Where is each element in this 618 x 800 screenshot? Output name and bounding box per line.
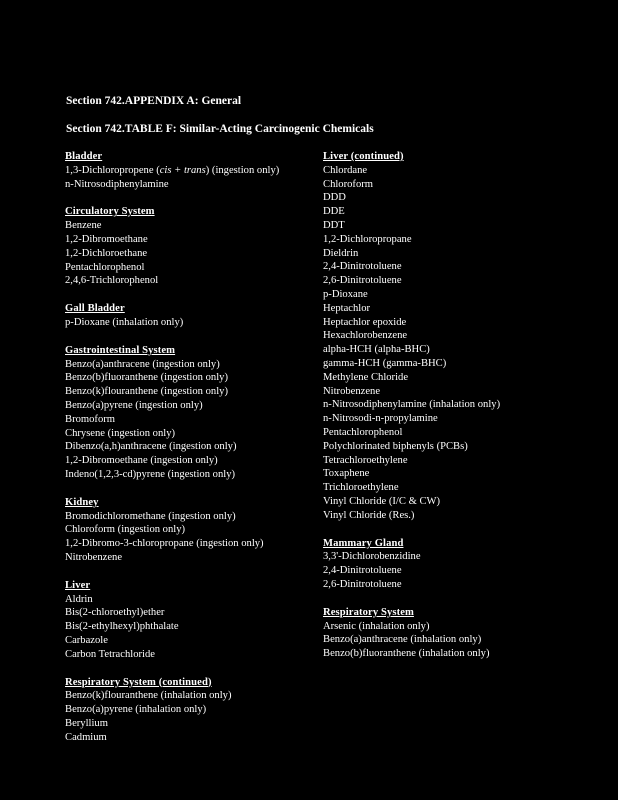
- list-item: alpha-HCH (alpha-BHC): [323, 344, 430, 356]
- list-item: 1,2-Dibromoethane: [65, 233, 148, 245]
- section-heading: Circulatory System: [65, 206, 155, 218]
- list-item: 1,2-Dibromo-3-chloropropane (ingestion only): [65, 538, 264, 550]
- list-item: Benzo(k)flouranthene (ingestion only): [65, 386, 228, 398]
- list-item: DDE: [323, 206, 345, 218]
- list-item: Bis(2-chloroethyl)ether: [65, 607, 165, 619]
- list-item: Hexachlorobenzene: [323, 330, 408, 342]
- list-item: Polychlorinated biphenyls (PCBs): [323, 440, 468, 452]
- list-item: Carbazole: [65, 634, 108, 646]
- list-item: 1,2-Dichloroethane: [65, 247, 148, 259]
- list-item: Aldrin: [65, 593, 93, 605]
- table-title: Section 742.TABLE F: Similar-Acting Carcinogenic Chemicals: [66, 123, 374, 135]
- list-item: Dieldrin: [323, 247, 359, 259]
- list-item: 1,3-Dichloropropene (cis + trans) (ingestion only): [65, 164, 280, 176]
- list-item: Vinyl Chloride (I/C & CW): [323, 495, 441, 507]
- left-column: [65, 150, 325, 758]
- list-item: DDD: [323, 192, 346, 204]
- list-item: gamma-HCH (gamma-BHC): [323, 357, 447, 369]
- list-item: Toxaphene: [323, 468, 370, 480]
- section-circulatory-system: [65, 205, 325, 288]
- list-item: Heptachlor epoxide: [323, 316, 407, 328]
- section-heading: Gastrointestinal System: [65, 344, 176, 356]
- list-item: Bis(2-ethylhexyl)phthalate: [65, 621, 179, 633]
- section-heading: Kidney: [65, 496, 99, 508]
- list-item: Beryllium: [65, 717, 108, 729]
- list-item: Benzo(k)flouranthene (inhalation only): [65, 690, 232, 702]
- appendix-title: Section 742.APPENDIX A: General: [66, 95, 242, 107]
- section-heading: Liver (continued): [323, 151, 404, 162]
- list-item: Carbon Tetrachloride: [65, 648, 155, 660]
- section-heading: Respiratory System (continued): [65, 676, 212, 688]
- list-item: 2,4,6-Trichlorophenol: [65, 275, 159, 287]
- list-item: p-Dioxane: [323, 288, 368, 300]
- list-item: 1,2-Dibromoethane (ingestion only): [65, 455, 218, 467]
- list-item: Cadmium: [65, 731, 107, 743]
- list-item: DDT: [323, 219, 345, 231]
- list-item: Benzo(a)anthracene (ingestion only): [65, 358, 220, 370]
- list-item: Benzo(b)fluoranthene (ingestion only): [65, 372, 228, 384]
- list-item: n-Nitrosodiphenylamine: [65, 178, 169, 190]
- list-item: Arsenic (inhalation only): [323, 620, 430, 632]
- list-item: Indeno(1,2,3-cd)pyrene (ingestion only): [65, 468, 236, 480]
- section-kidney: [65, 496, 325, 565]
- list-item: Benzo(a)anthracene (inhalation only): [323, 634, 482, 646]
- list-item: 2,6-Dinitrotoluene: [323, 578, 402, 590]
- list-item: Chloroform (ingestion only): [65, 524, 186, 536]
- section-bladder: [65, 150, 325, 191]
- list-item: Dibenzo(a,h)anthracene (ingestion only): [65, 441, 237, 453]
- list-item: 2,4-Dinitrotoluene: [323, 565, 402, 577]
- list-item: p-Dioxane (inhalation only): [65, 316, 184, 328]
- list-item: n-Nitrosodi-n-propylamine: [323, 413, 438, 425]
- list-item: Bromoform: [65, 413, 116, 425]
- list-item: Chloroform: [323, 178, 374, 190]
- section-heading: Gall Bladder: [65, 303, 125, 315]
- list-item: Trichloroethylene: [323, 482, 399, 494]
- list-item: Bromodichloromethane (ingestion only): [65, 510, 236, 522]
- list-item: Heptachlor: [323, 302, 371, 314]
- section-heading: Respiratory System: [323, 606, 414, 618]
- list-item: n-Nitrosodiphenylamine (inhalation only): [323, 399, 501, 411]
- list-item: Pentachlorophenol: [65, 261, 145, 273]
- section-gall-bladder: [65, 302, 325, 330]
- list-item: Benzo(a)pyrene (ingestion only): [65, 399, 203, 411]
- section-gastrointestinal-system: [65, 344, 325, 482]
- list-item: Benzo(a)pyrene (inhalation only): [65, 704, 207, 716]
- list-item: Nitrobenzene: [323, 385, 381, 397]
- section-mammary-gland: [323, 537, 583, 592]
- section-respiratory-system: [323, 606, 583, 661]
- section-heading: Liver: [65, 579, 91, 591]
- right-column: [323, 150, 583, 675]
- section-heading: Bladder: [65, 151, 103, 162]
- list-item: Benzene: [65, 220, 102, 232]
- list-item: Nitrobenzene: [65, 551, 123, 563]
- list-item: Tetrachloroethylene: [323, 454, 408, 466]
- section-respiratory-system-continued: [65, 676, 325, 745]
- list-item: 2,6-Dinitrotoluene: [323, 275, 402, 287]
- section-heading: Mammary Gland: [323, 537, 404, 549]
- list-item: Vinyl Chloride (Res.): [323, 509, 415, 521]
- list-item: 3,3'-Dichlorobenzidine: [323, 551, 421, 563]
- list-item: Chlordane: [323, 164, 368, 176]
- list-item: Methylene Chloride: [323, 371, 409, 383]
- list-item: 1,2-Dichloropropane: [323, 233, 412, 245]
- list-item: Pentachlorophenol: [323, 426, 403, 438]
- list-item: Chrysene (ingestion only): [65, 427, 176, 439]
- section-liver-continued: [323, 150, 583, 523]
- list-item: Benzo(b)fluoranthene (inhalation only): [323, 648, 490, 660]
- section-liver: [65, 579, 325, 662]
- list-item: 2,4-Dinitrotoluene: [323, 261, 402, 273]
